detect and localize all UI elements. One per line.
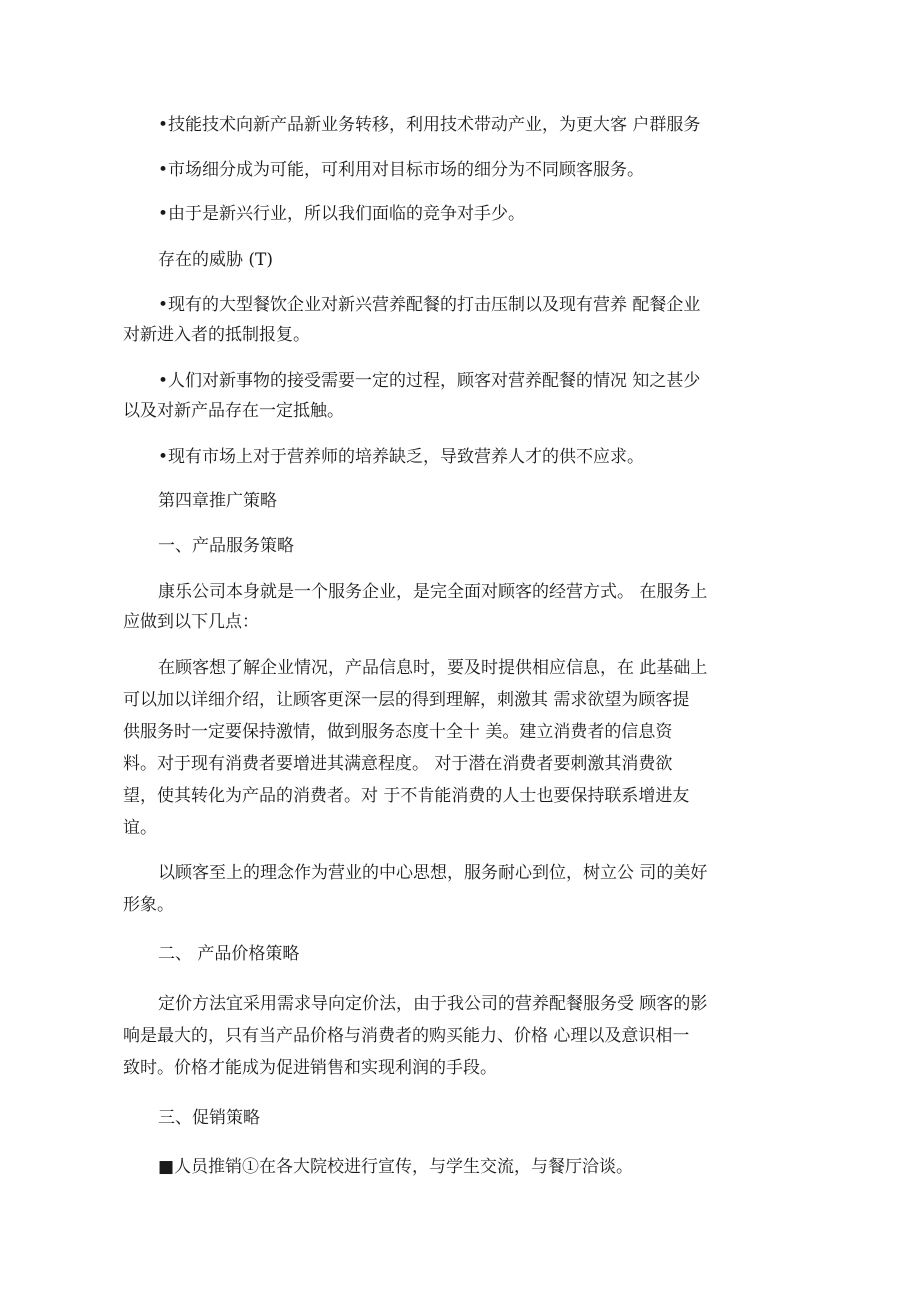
- price-para-line-3: 致时。价格才能成为促进销售和实现利润的手段。: [123, 1058, 497, 1078]
- service-para2-line-5: 望，使其转化为产品的消费者。对 于不肯能消费的人士也要保持联系增进友: [123, 786, 690, 806]
- opportunity-bullet-3: •由于是新兴行业，所以我们面临的竞争对手少。: [158, 204, 526, 224]
- threat-bullet-3: •现有市场上对于营养师的培养缺乏，导致营养人才的供不应求。: [158, 447, 645, 467]
- chapter-title: 第四章推广策略: [158, 491, 277, 511]
- service-para2-line-2: 可以加以详细介绍，让顾客更深一层的得到理解，刺激其 需求欲望为顾客提: [123, 690, 690, 710]
- threat-bullet-1-line-1: •现有的大型餐饮企业对新兴营养配餐的打击压制以及现有营养 配餐企业: [158, 295, 701, 315]
- threats-heading: 存在的威胁 (T): [158, 250, 274, 270]
- service-para1-line-1: 康乐公司本身就是一个服务企业，是完全面对顾客的经营方式。 在服务上: [158, 582, 708, 602]
- service-strategy-heading: 一、产品服务策略: [158, 536, 294, 556]
- promotion-item-1: ■人员推销①在各大院校进行宣传，与学生交流，与餐厅洽谈。: [158, 1157, 634, 1177]
- price-para-line-1: 定价方法宜采用需求导向定价法，由于我公司的营养配餐服务受 顾客的影: [158, 994, 708, 1014]
- service-para2-line-3: 供服务时一定要保持激情，做到服务态度十全十 美。建立消费者的信息资: [123, 722, 673, 742]
- opportunity-bullet-1: •技能技术向新产品新业务转移，利用技术带动产业，为更大客 户群服务: [158, 115, 701, 135]
- threat-bullet-2-line-2: 以及对新产品存在一定抵触。: [123, 401, 344, 421]
- service-para1-line-2: 应做到以下几点：: [123, 612, 259, 632]
- threat-bullet-1-line-2: 对新进入者的抵制报复。: [123, 325, 310, 345]
- price-para-line-2: 响是最大的，只有当产品价格与消费者的购买能力、价格 心理以及意识相一: [123, 1026, 690, 1046]
- service-para3-line-2: 形象。: [123, 895, 174, 915]
- promotion-strategy-heading: 三、促销策略: [158, 1108, 260, 1128]
- price-strategy-heading: 二、 产品价格策略: [158, 944, 300, 964]
- service-para2-line-1: 在顾客想了解企业情况，产品信息时，要及时提供相应信息，在 此基础上: [158, 658, 708, 678]
- service-para2-line-4: 料。对于现有消费者要增进其满意程度。 对于潜在消费者要刺激其消费欲: [123, 754, 673, 774]
- opportunity-bullet-2: •市场细分成为可能，可利用对目标市场的细分为不同顾客服务。: [158, 160, 645, 180]
- threat-bullet-2-line-1: •人们对新事物的接受需要一定的过程，顾客对营养配餐的情况 知之甚少: [158, 371, 701, 391]
- service-para2-line-6: 谊。: [123, 818, 157, 838]
- service-para3-line-1: 以顾客至上的理念作为营业的中心思想，服务耐心到位，树立公 司的美好: [158, 863, 708, 883]
